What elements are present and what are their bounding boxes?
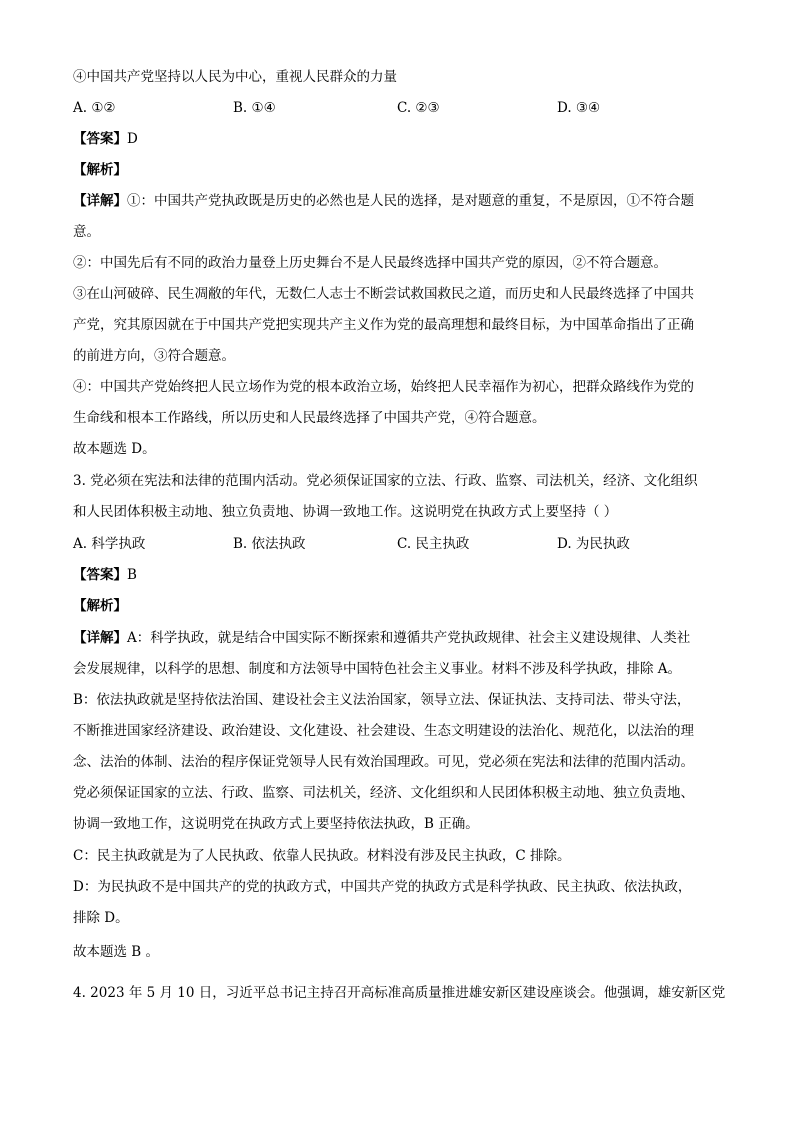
q3-detail-line: 不断推进国家经济建设、政治建设、文化建设、社会建设、生态文明建设的法治化、规范化，以法治的理 bbox=[73, 723, 694, 739]
q3-option-a: A. 科学执政 bbox=[73, 536, 146, 552]
q3-detail-line: D：为民执政不是中国共产的党的执政方式，中国共产党的执政方式是科学执政、民主执政、依法执政， bbox=[73, 879, 692, 895]
q2-detail-line: 意。 bbox=[73, 224, 100, 240]
q2-conclusion: 故本题选 D。 bbox=[73, 441, 156, 457]
q2-answer-value: D bbox=[127, 131, 138, 147]
q3-detail-line bbox=[73, 629, 690, 647]
q2-detail-line: ③在山河破碎、民生凋敝的年代，无数仁人志士不断尝试救国救民之道，而历史和人民最终选择了中国共 bbox=[73, 286, 694, 302]
q2-detail-line: ④：中国共产党始终把人民立场作为党的根本政治立场，始终把人民幸福作为初心，把群众路线作为党的 bbox=[73, 379, 694, 395]
q2-detail-line: 的前进方向，③符合题意。 bbox=[73, 348, 235, 364]
q3-option-c: C. 民主执政 bbox=[397, 536, 470, 552]
q2-option-b: B. ①④ bbox=[233, 100, 276, 116]
q3-stem-line: 和人民团体积极主动地、独立负责地、协调一致地工作。这说明党在执政方式上要坚持（ ） bbox=[73, 504, 618, 520]
q3-answer-label: 【答案】 bbox=[73, 567, 127, 583]
q3-detail-line: 党必须保证国家的立法、行政、监察、司法机关，经济、文化组织和人民团体积极主动地、独立负责地、 bbox=[73, 785, 694, 801]
q3-detail-line: 念、法治的体制、法治的程序保证党领导人民有效治国理政。可见，党必须在宪法和法律的范围内活动。 bbox=[73, 754, 694, 770]
q2-detail-line: ②：中国先后有不同的政治力量登上历史舞台不是人民最终选择中国共产党的原因，②不符合题意。 bbox=[73, 255, 667, 271]
q3-detail-line: 会发展规律，以科学的思想、制度和方法领导中国特色社会主义事业。材料不涉及科学执政，排除 A。 bbox=[73, 661, 682, 677]
q3-stem-line: 3. 党必须在宪法和法律的范围内活动。党必须保证国家的立法、行政、监察、司法机关，经济、文化组织 bbox=[73, 473, 698, 489]
q2-item-4: ④中国共产党坚持以人民为中心，重视人民群众的力量 bbox=[73, 69, 397, 85]
q3-analysis-label: 【解析】 bbox=[73, 598, 127, 614]
q2-detail-line bbox=[73, 192, 694, 210]
q3-option-d: D. 为民执政 bbox=[557, 536, 630, 552]
q2-detail-text: ①：中国共产党执政既是历史的必然也是人民的选择，是对题意的重复，不是原因，①不符合题 bbox=[127, 193, 694, 209]
q2-option-a: A. ①② bbox=[73, 100, 116, 116]
q2-option-c: C. ②③ bbox=[397, 100, 440, 116]
q3-answer-value: B bbox=[127, 567, 137, 583]
q3-option-b: B. 依法执政 bbox=[233, 536, 306, 552]
q2-option-d: D. ③④ bbox=[557, 100, 601, 116]
q2-analysis-label: 【解析】 bbox=[73, 162, 127, 178]
q4-stem-line: 4. 2023 年 5 月 10 日，习近平总书记主持召开高标准高质量推进雄安新区建设座谈会。他强调，雄安新区党 bbox=[73, 985, 726, 1001]
q3-detail-line: 协调一致地工作，这说明党在执政方式上要坚持依法执政，B 正确。 bbox=[73, 816, 479, 832]
q2-detail-line: 生命线和根本工作路线，所以历史和人民最终选择了中国共产党，④符合题意。 bbox=[73, 410, 546, 426]
q3-detail-line: B：依法执政就是坚持依法治国、建设社会主义法治国家，领导立法、保证执法、支持司法、带头守法， bbox=[73, 692, 691, 708]
q2-detail-line: 产党，究其原因就在于中国共产党把实现共产主义作为党的最高理想和最终目标，为中国革命指出了正确 bbox=[73, 317, 694, 333]
q3-answer bbox=[73, 566, 137, 584]
q2-answer bbox=[73, 130, 138, 148]
q3-conclusion: 故本题选 B 。 bbox=[73, 944, 160, 960]
q3-detail-line: C：民主执政就是为了人民执政、依靠人民执政。材料没有涉及民主执政，C 排除。 bbox=[73, 848, 571, 864]
q2-answer-label: 【答案】 bbox=[73, 131, 127, 147]
q2-detail-label: 【详解】 bbox=[73, 193, 127, 209]
q3-detail-label: 【详解】 bbox=[73, 630, 127, 646]
q3-detail-line: 排除 D。 bbox=[73, 910, 129, 926]
q3-detail-text: A：科学执政，就是结合中国实际不断探索和遵循共产党执政规律、社会主义建设规律、人类社 bbox=[127, 630, 691, 646]
